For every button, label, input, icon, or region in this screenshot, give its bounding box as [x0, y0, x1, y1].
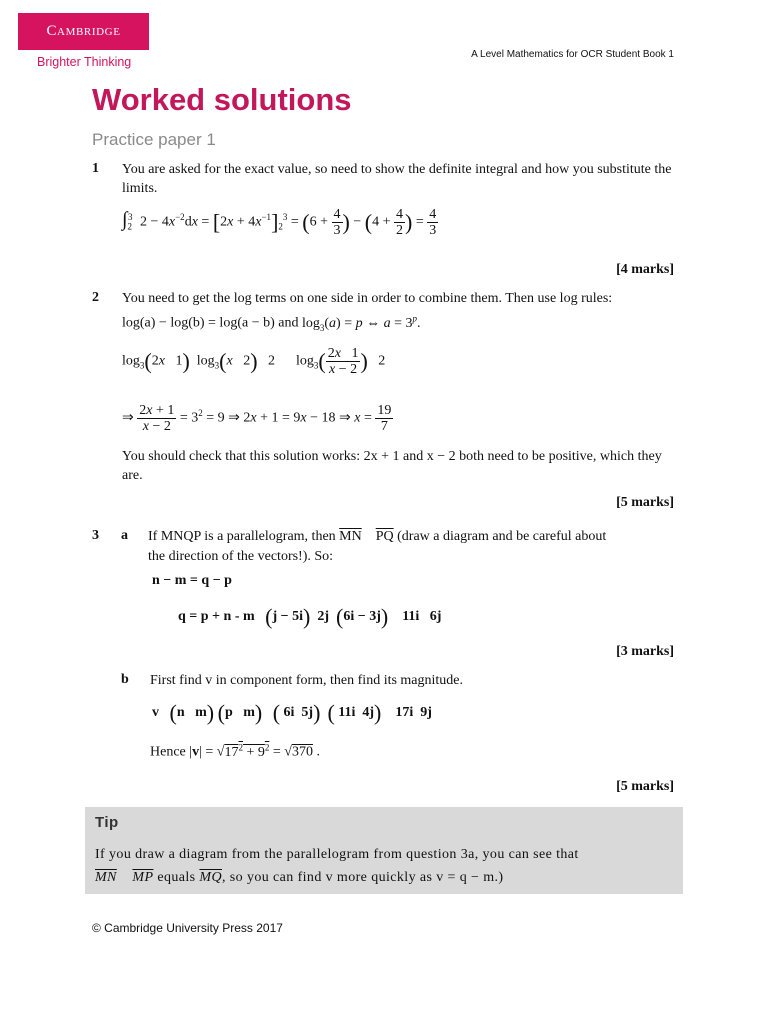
question-3a-line1: If MNQP is a parallelogram, then $\overline{MN}$ $\overline{PQ}$ (draw a diagram and be careful about [148, 529, 607, 544]
question-3a-text-3: the direction of the vectors!). So: [148, 549, 334, 564]
tip-text [95, 843, 675, 889]
question-2-text-line2: log(a) − log(b) = log(a − b) and $\log_3(a) = p$ ⇔ $a = 3^p$. [122, 313, 421, 333]
question-3a-marks: [3 marks] [616, 644, 674, 659]
tip-label: Tip [95, 814, 119, 831]
tip-equals: equals [157, 870, 196, 885]
log-rule-text: log(a) − log(b) = log(a − b) and [122, 315, 299, 331]
question-3a-text-2: (draw a diagram and be careful about [397, 529, 607, 544]
question-2-marks: [5 marks] [616, 495, 674, 510]
question-3a-solution: q = p + n - m (j − 5i) 2j (6i − 3j) 11i 6j [178, 604, 442, 629]
question-3a-vector-eq: n − m = q − p [152, 573, 232, 588]
question-1-number: 1 [92, 161, 99, 176]
question-1-marks: [4 marks] [616, 262, 674, 277]
page-title: Worked solutions [92, 82, 352, 117]
hence-label: Hence [150, 744, 186, 760]
question-1-integral: $\int_2^3$ $2 - 4x^{-2}dx = [2x + 4x^{-1}]_2^3 = (6$ + $\frac{4}{3}$ ) − (4 + $\frac{4}{2}$ ) = $\frac{4}{3}$ [122, 207, 437, 238]
question-3-number: 3 [92, 528, 99, 543]
question-3b-magnitude: Hence $|v| = √17^2 + 9^2 = √370$ . [150, 742, 320, 760]
question-3b-label: b [121, 672, 129, 687]
question-2-check: You should check that this solution works: 2x + 1 and x − 2 both need to be positive, which they are. [122, 449, 662, 483]
copyright-footer: © Cambridge University Press 2017 [92, 921, 283, 935]
question-3b-vector: v (n m) (p m) ( 6i 5j) ( 11i 4j) 17i 9j [152, 700, 432, 725]
page-subtitle: Practice paper 1 [92, 130, 216, 149]
cambridge-logo: Cambridge [18, 13, 149, 50]
question-2-text-line1: You need to get the log terms on one side in order to combine them. Then use log rules: [122, 291, 613, 306]
question-3b-text: First find v in component form, then find its magnitude. [150, 673, 464, 688]
question-2-solution: ⇒ $\frac{2x + 1}{x - 2}$ = $3^2 = 9$ ⇒ 2x + 1 = 9x − 18 ⇒ x = $\frac{19}{7}$ [122, 403, 392, 434]
question-3a-text-1: If MNQP is a parallelogram, then [148, 529, 336, 544]
tip-line-2: $\overline{MN}$ $\overline{MP}$ equals $\overline{MQ}$, so you can find v more quickly as v = q − m.) [95, 870, 504, 885]
tip-line-2-end: , so you can find v more quickly as v = q − m.) [222, 870, 504, 885]
book-title: A Level Mathematics for OCR Student Book 1 [471, 49, 674, 60]
question-1-text: You are asked for the exact value, so need to show the definite integral and how you substitute the limits. [122, 162, 672, 196]
question-2-log-equation: $\log_3(2x$ 1) $\log_3(x$ 2) 2 $\log_3$( $\frac{2x 1}{x - 2}$ ) 2 [122, 346, 386, 377]
question-2-number: 2 [92, 290, 99, 305]
tagline: Brighter Thinking [37, 55, 132, 69]
question-3b-marks: [5 marks] [616, 779, 674, 794]
question-3a-label: a [121, 528, 128, 543]
tip-line-1: If you draw a diagram from the parallelogram from question 3a, you can see that [95, 847, 579, 862]
